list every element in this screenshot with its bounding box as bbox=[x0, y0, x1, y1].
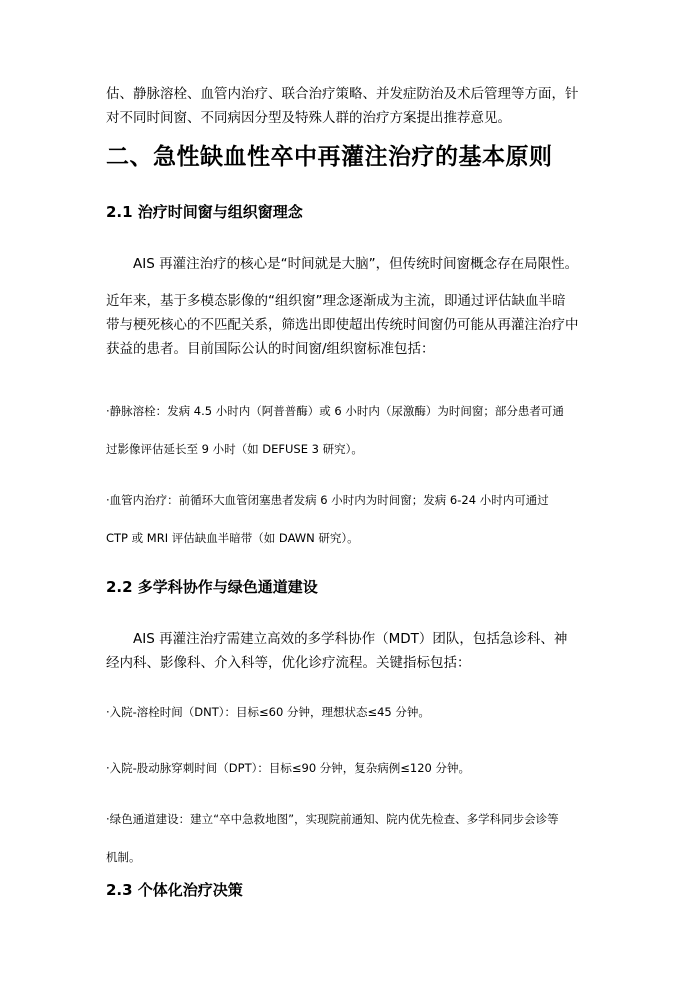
paragraph-line: 带与梗死核心的不匹配关系，筛选出即使超出传统时间窗仍可能从再灌注治疗中 bbox=[106, 317, 579, 333]
intro-line: 对不同时间窗、不同病因分型及特殊人群的治疗方案提出推荐意见。 bbox=[106, 110, 511, 126]
paragraph-line: 近年来，基于多模态影像的“组织窗”理念逐渐成为主流，即通过评估缺血半暗 bbox=[106, 293, 566, 309]
paragraph-line: 经内科、影像科、介入科等，优化诊疗流程。关键指标包括： bbox=[106, 655, 471, 671]
paragraph-line: 获益的患者。目前国际公认的时间窗/组织窗标准包括： bbox=[106, 341, 435, 357]
paragraph-mdt bbox=[106, 627, 596, 675]
subsection-heading-2-1: 2.1 治疗时间窗与组织窗理念 bbox=[106, 203, 303, 221]
subsection-heading-2-2: 2.2 多学科协作与绿色通道建设 bbox=[106, 578, 318, 596]
paragraph-tissue-window bbox=[106, 289, 596, 361]
bullet-line: ·入院-溶栓时间（DNT）：目标≤60 分钟，理想状态≤45 分钟。 bbox=[106, 705, 430, 719]
paragraph-time-is-brain bbox=[106, 252, 596, 276]
subsection-heading-2-3: 2.3 个体化治疗决策 bbox=[106, 881, 243, 899]
bullet-green-channel bbox=[106, 800, 596, 876]
section-heading: 二、急性缺血性卒中再灌注治疗的基本原则 bbox=[106, 144, 553, 170]
paragraph-line: AIS 再灌注治疗需建立高效的多学科协作（MDT）团队，包括急诊科、神 bbox=[133, 631, 568, 647]
bullet-line: CTP 或 MRI 评估缺血半暗带（如 DAWN 研究）。 bbox=[106, 531, 359, 545]
paragraph-line: AIS 再灌注治疗的核心是“时间就是大脑”，但传统时间窗概念存在局限性。 bbox=[133, 256, 579, 272]
bullet-line: ·入院-股动脉穿刺时间（DPT）：目标≤90 分钟，复杂病例≤120 分钟。 bbox=[106, 761, 471, 775]
bullet-endovascular bbox=[106, 481, 596, 557]
bullet-dpt bbox=[106, 749, 596, 787]
intro-line: 估、静脉溶栓、血管内治疗、联合治疗策略、并发症防治及术后管理等方面，针 bbox=[106, 86, 579, 102]
bullet-dnt bbox=[106, 693, 596, 731]
intro-paragraph bbox=[106, 82, 596, 130]
bullet-line: 机制。 bbox=[106, 850, 141, 864]
bullet-line: ·绿色通道建设：建立“卒中急救地图”，实现院前通知、院内优先检查、多学科同步会诊等 bbox=[106, 812, 559, 826]
bullet-line: ·血管内治疗：前循环大血管闭塞患者发病 6 小时内为时间窗；发病 6-24 小时内可通过 bbox=[106, 493, 549, 507]
bullet-iv-thrombolysis bbox=[106, 392, 596, 468]
bullet-line: 过影像评估延长至 9 小时（如 DEFUSE 3 研究）。 bbox=[106, 442, 363, 456]
bullet-line: ·静脉溶栓：发病 4.5 小时内（阿普普酶）或 6 小时内（尿激酶）为时间窗；部分患者可通 bbox=[106, 404, 564, 418]
